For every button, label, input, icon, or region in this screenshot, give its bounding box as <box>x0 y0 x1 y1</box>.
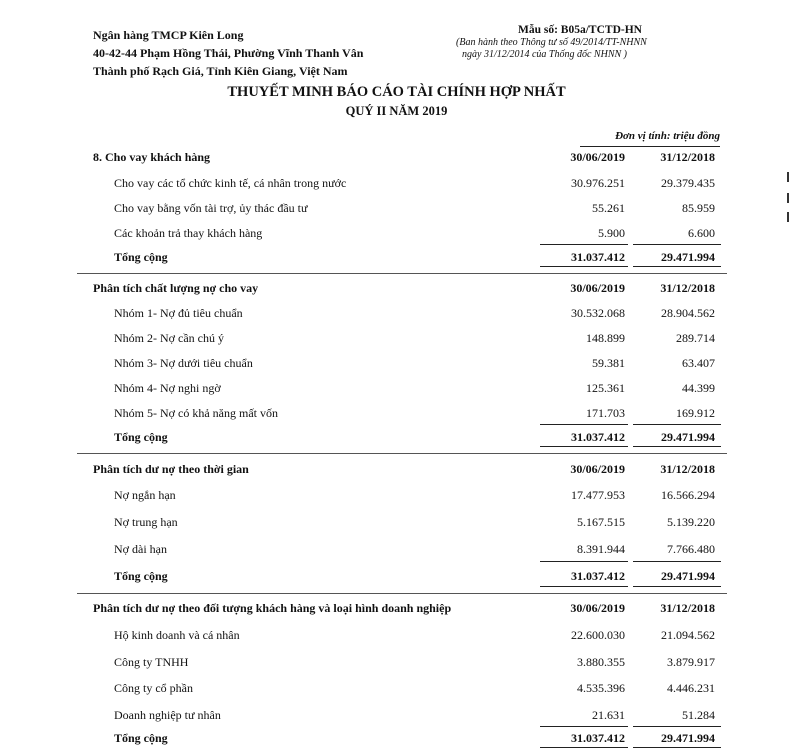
row-value-date2: 63.407 <box>682 356 715 370</box>
report-title: THUYẾT MINH BÁO CÁO TÀI CHÍNH HỢP NHẤT <box>227 84 566 100</box>
total-value-date1: 31.037.412 <box>571 569 625 583</box>
row-value-date1: 171.703 <box>586 406 625 420</box>
total-rule <box>633 747 721 748</box>
table-row <box>0 197 793 222</box>
edge-mark <box>787 193 789 203</box>
total-row <box>0 727 793 752</box>
row-value-date2: 6.600 <box>688 226 715 240</box>
row-value-date2: 85.959 <box>682 201 715 215</box>
section-header-loans <box>0 146 793 171</box>
column-header-date2: 31/12/2018 <box>660 281 715 295</box>
section-heading: Phân tích dư nợ theo đối tượng khách hàng và loại hình doanh nghiệp <box>93 601 452 615</box>
row-value-date2: 16.566.294 <box>661 488 715 502</box>
row-label: Cho vay các tổ chức kinh tế, cá nhân trong nước <box>114 176 347 190</box>
section-header-term-analysis <box>0 458 793 483</box>
table-row <box>0 538 793 563</box>
total-rule <box>540 586 628 587</box>
total-label: Tổng cộng <box>114 430 168 444</box>
column-header-date1: 30/06/2019 <box>570 462 625 476</box>
row-label: Hộ kinh doanh và cá nhân <box>114 628 240 642</box>
row-value-date2: 4.446.231 <box>667 681 715 695</box>
total-value-date2: 29.471.994 <box>661 430 715 444</box>
total-rule <box>633 586 721 587</box>
total-row <box>0 426 793 451</box>
row-value-date2: 51.284 <box>682 708 715 722</box>
table-row <box>0 327 793 352</box>
table-row <box>0 651 793 676</box>
row-value-date2: 28.904.562 <box>661 306 715 320</box>
total-rule <box>540 446 628 447</box>
column-header-date1: 30/06/2019 <box>570 601 625 615</box>
row-label: Cho vay bằng vốn tài trợ, ủy thác đầu tư <box>114 201 308 215</box>
row-value-date1: 5.900 <box>598 226 625 240</box>
row-label: Nhóm 3- Nợ dưới tiêu chuẩn <box>114 356 253 370</box>
row-value-date1: 5.167.515 <box>577 515 625 529</box>
subtotal-rule <box>633 424 721 425</box>
row-label: Công ty TNHH <box>114 655 189 669</box>
total-rule <box>540 747 628 748</box>
row-label: Nhóm 2- Nợ cần chú ý <box>114 331 224 345</box>
section-header-customer-type <box>0 597 793 622</box>
total-value-date1: 31.037.412 <box>571 250 625 264</box>
row-value-date1: 30.532.068 <box>571 306 625 320</box>
table-row <box>0 677 793 702</box>
total-value-date2: 29.471.994 <box>661 569 715 583</box>
table-row <box>0 511 793 536</box>
row-value-date1: 8.391.944 <box>577 542 625 556</box>
row-label: Nợ dài hạn <box>114 542 167 556</box>
report-subtitle: QUÝ II NĂM 2019 <box>345 104 448 118</box>
bank-address-line2: Thành phố Rạch Giá, Tỉnh Kiên Giang, Việt Nam <box>93 64 348 78</box>
row-value-date1: 125.361 <box>586 381 625 395</box>
row-value-date1: 17.477.953 <box>571 488 625 502</box>
subtotal-rule <box>633 561 721 562</box>
row-value-date2: 169.912 <box>676 406 715 420</box>
section-heading: Phân tích dư nợ theo thời gian <box>93 462 249 476</box>
row-value-date2: 44.399 <box>682 381 715 395</box>
section-divider <box>77 593 727 594</box>
form-note-line1: (Ban hành theo Thông tư số 49/2014/TT-NHNN <box>456 37 647 48</box>
row-value-date2: 5.139.220 <box>667 515 715 529</box>
section-header-loan-quality <box>0 277 793 302</box>
unit-label: Đơn vị tính: triệu đồng <box>615 130 720 142</box>
column-header-date2: 31/12/2018 <box>660 601 715 615</box>
subtotal-rule <box>540 244 628 245</box>
row-value-date1: 148.899 <box>586 331 625 345</box>
total-row <box>0 246 793 271</box>
total-rule <box>633 266 721 267</box>
row-value-date1: 3.880.355 <box>577 655 625 669</box>
column-header-date1: 30/06/2019 <box>570 150 625 164</box>
row-label: Nhóm 5- Nợ có khả năng mất vốn <box>114 406 278 420</box>
row-label: Công ty cổ phần <box>114 681 193 695</box>
row-value-date2: 289.714 <box>676 331 715 345</box>
subtotal-rule <box>633 244 721 245</box>
total-label: Tổng cộng <box>114 569 168 583</box>
row-label: Doanh nghiệp tư nhân <box>114 708 221 722</box>
row-label: Nợ ngắn hạn <box>114 488 176 502</box>
total-value-date2: 29.471.994 <box>661 250 715 264</box>
section-heading: 8. Cho vay khách hàng <box>93 150 211 164</box>
column-header-date2: 31/12/2018 <box>660 462 715 476</box>
total-value-date1: 31.037.412 <box>571 430 625 444</box>
row-value-date1: 4.535.396 <box>577 681 625 695</box>
edge-mark <box>787 172 789 182</box>
bank-name: Ngân hàng TMCP Kiên Long <box>93 28 244 42</box>
section-heading: Phân tích chất lượng nợ cho vay <box>93 281 259 295</box>
subtotal-rule <box>540 424 628 425</box>
section-divider <box>77 453 727 454</box>
column-header-date2: 31/12/2018 <box>660 150 715 164</box>
edge-mark <box>787 212 789 222</box>
total-rule <box>540 266 628 267</box>
total-label: Tổng cộng <box>114 731 168 745</box>
form-note-line2: ngày 31/12/2014 của Thống đốc NHNN ) <box>462 49 627 60</box>
row-label: Nhóm 4- Nợ nghi ngờ <box>114 381 221 395</box>
subtotal-rule <box>540 561 628 562</box>
row-value-date1: 30.976.251 <box>571 176 625 190</box>
column-header-date1: 30/06/2019 <box>570 281 625 295</box>
row-value-date2: 7.766.480 <box>667 542 715 556</box>
total-rule <box>633 446 721 447</box>
row-label: Nhóm 1- Nợ đủ tiêu chuẩn <box>114 306 243 320</box>
row-value-date2: 21.094.562 <box>661 628 715 642</box>
total-value-date1: 31.037.412 <box>571 731 625 745</box>
row-value-date1: 22.600.030 <box>571 628 625 642</box>
table-row <box>0 377 793 402</box>
section-divider <box>77 273 727 274</box>
table-row <box>0 172 793 197</box>
form-code: Mẫu số: B05a/TCTD-HN <box>518 24 642 36</box>
table-row <box>0 302 793 327</box>
row-label: Nợ trung hạn <box>114 515 178 529</box>
row-value-date2: 3.879.917 <box>667 655 715 669</box>
table-row <box>0 624 793 649</box>
table-row <box>0 484 793 509</box>
row-value-date1: 55.261 <box>592 201 625 215</box>
table-row <box>0 352 793 377</box>
row-label: Các khoản trả thay khách hàng <box>114 226 263 240</box>
row-value-date1: 21.631 <box>592 708 625 722</box>
row-value-date1: 59.381 <box>592 356 625 370</box>
total-value-date2: 29.471.994 <box>661 731 715 745</box>
total-label: Tổng cộng <box>114 250 168 264</box>
bank-address-line1: 40-42-44 Phạm Hồng Thái, Phường Vĩnh Thanh Vân <box>93 46 364 60</box>
row-value-date2: 29.379.435 <box>661 176 715 190</box>
